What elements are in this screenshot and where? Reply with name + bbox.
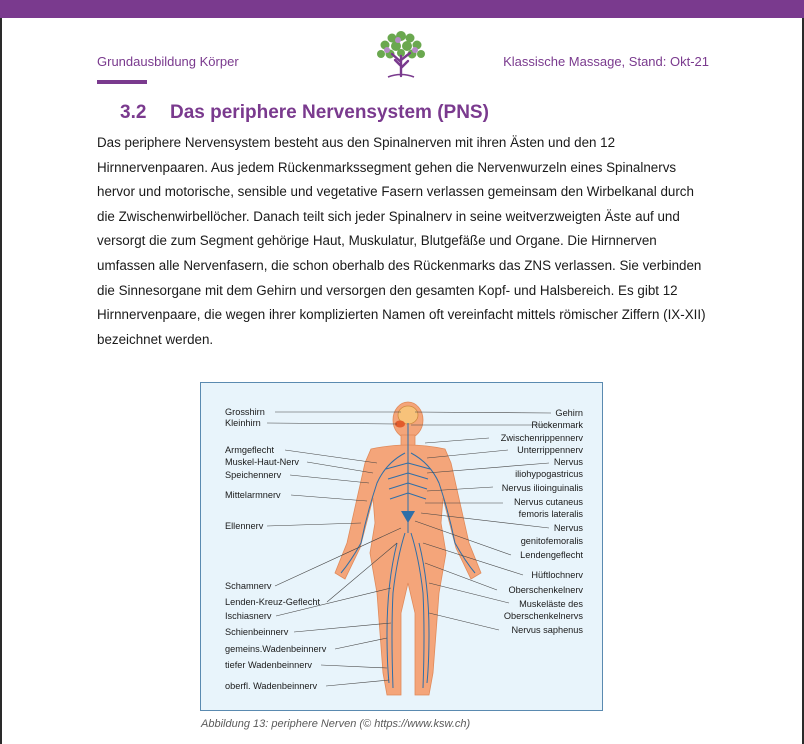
label-grosshirn: Grosshirn <box>225 407 265 417</box>
label-nervus-saphenus: Nervus saphenus <box>511 625 583 635</box>
label-speichennerv: Speichennerv <box>225 470 282 480</box>
label-ellennerv: Ellennerv <box>225 521 264 531</box>
label-rueckenmark: Rückenmark <box>531 420 583 430</box>
label-nervus-1: Nervus <box>553 457 583 467</box>
header-underline <box>97 80 147 84</box>
nervous-system-figure <box>200 382 603 711</box>
section-number: 3.2 <box>120 102 147 123</box>
nervous-system-illustration <box>201 383 604 712</box>
label-iliohypogastricus: iliohypogastricus <box>515 469 583 479</box>
label-nervus-2: Nervus <box>553 523 583 533</box>
label-hueftlochnerv: Hüftlochnerv <box>531 570 583 580</box>
body-paragraph: Das periphere Nervensystem besteht aus den Spinalnerven mit ihren Ästen und den 12 Hirnnervenpaaren. Aus jedem Rückenmarkssegment gehen die Nervenwurzeln eines Spinalnervs hervor und motorische, sensible und vegetative Fasern verlassen gemeinsam den Wirbelkanal durch die Zwischenwirbellöcher. Danach teilt sich jeder Spinalnerv in seine weitverzweigten Äste auf und versorgt die zum Segment gehörige Haut, Muskulatur, Blutgefäße und Organe. Die Hirnnerven umfassen alle Nervenfasern, die schon oberhalb des Rückenmarks das ZNS verlassen. Sie verbinden die Sinnesorgane mit dem Gehirn und versorgen den gesamten Kopf- und Halsbereich. Es gibt 12 Hirnnervenpaare, die wegen ihrer komplizierten Namen oft vereinfacht mittels römischer Ziffern (IX-XII) bezeichnet werden. <box>97 135 706 347</box>
label-ischiasnerv: Ischiasnerv <box>225 611 272 621</box>
label-schamnerv: Schamnerv <box>225 581 272 591</box>
header-course-title: Grundausbildung Körper <box>97 54 239 69</box>
page-frame-left <box>0 0 2 744</box>
label-muskel-haut-nerv: Muskel-Haut-Nerv <box>225 457 300 467</box>
left-labels <box>225 407 327 691</box>
label-oberschenkelnervs: Oberschenkelnervs <box>503 611 583 621</box>
label-lenden-kreuz-geflecht: Lenden-Kreuz-Geflecht <box>225 597 320 607</box>
label-gehirn: Gehirn <box>555 408 583 418</box>
label-lendengeflecht: Lendengeflecht <box>520 550 583 560</box>
label-muskelaeste-des: Muskeläste des <box>519 599 583 609</box>
tree-logo-icon <box>370 26 432 82</box>
label-tiefer-wadenbeinnerv: tiefer Wadenbeinnerv <box>225 660 312 670</box>
label-genitofemoralis: genitofemoralis <box>520 536 583 546</box>
label-oberschenkelnerv: Oberschenkelnerv <box>508 585 583 595</box>
label-nervus-cutaneus: Nervus cutaneus <box>514 497 583 507</box>
label-zwischenrippennerv: Zwischenrippennerv <box>500 433 583 443</box>
label-gemeins-wadenbeinnerv: gemeins.Wadenbeinnerv <box>225 644 327 654</box>
label-oberfl-wadenbeinnerv: oberfl. Wadenbeinnerv <box>225 681 318 691</box>
label-kleinhirn: Kleinhirn <box>225 418 261 428</box>
label-femoris-lateralis: femoris lateralis <box>518 509 583 519</box>
header-document-info: Klassische Massage, Stand: Okt-21 <box>503 54 709 69</box>
section-title: Das periphere Nervensystem (PNS) <box>170 102 489 123</box>
label-unterrippennerv: Unterrippennerv <box>517 445 583 455</box>
label-schienbeinnerv: Schienbeinnerv <box>225 627 289 637</box>
section-heading <box>120 102 489 124</box>
label-nervus-ilioinguinalis: Nervus ilioinguinalis <box>501 483 583 493</box>
right-labels <box>501 408 584 635</box>
top-accent-bar <box>0 0 804 18</box>
label-armgeflecht: Armgeflecht <box>225 445 275 455</box>
figure-caption: Abbildung 13: periphere Nerven (© https://www.ksw.ch) <box>201 718 471 730</box>
label-mittelarmnerv: Mittelarmnerv <box>225 490 281 500</box>
